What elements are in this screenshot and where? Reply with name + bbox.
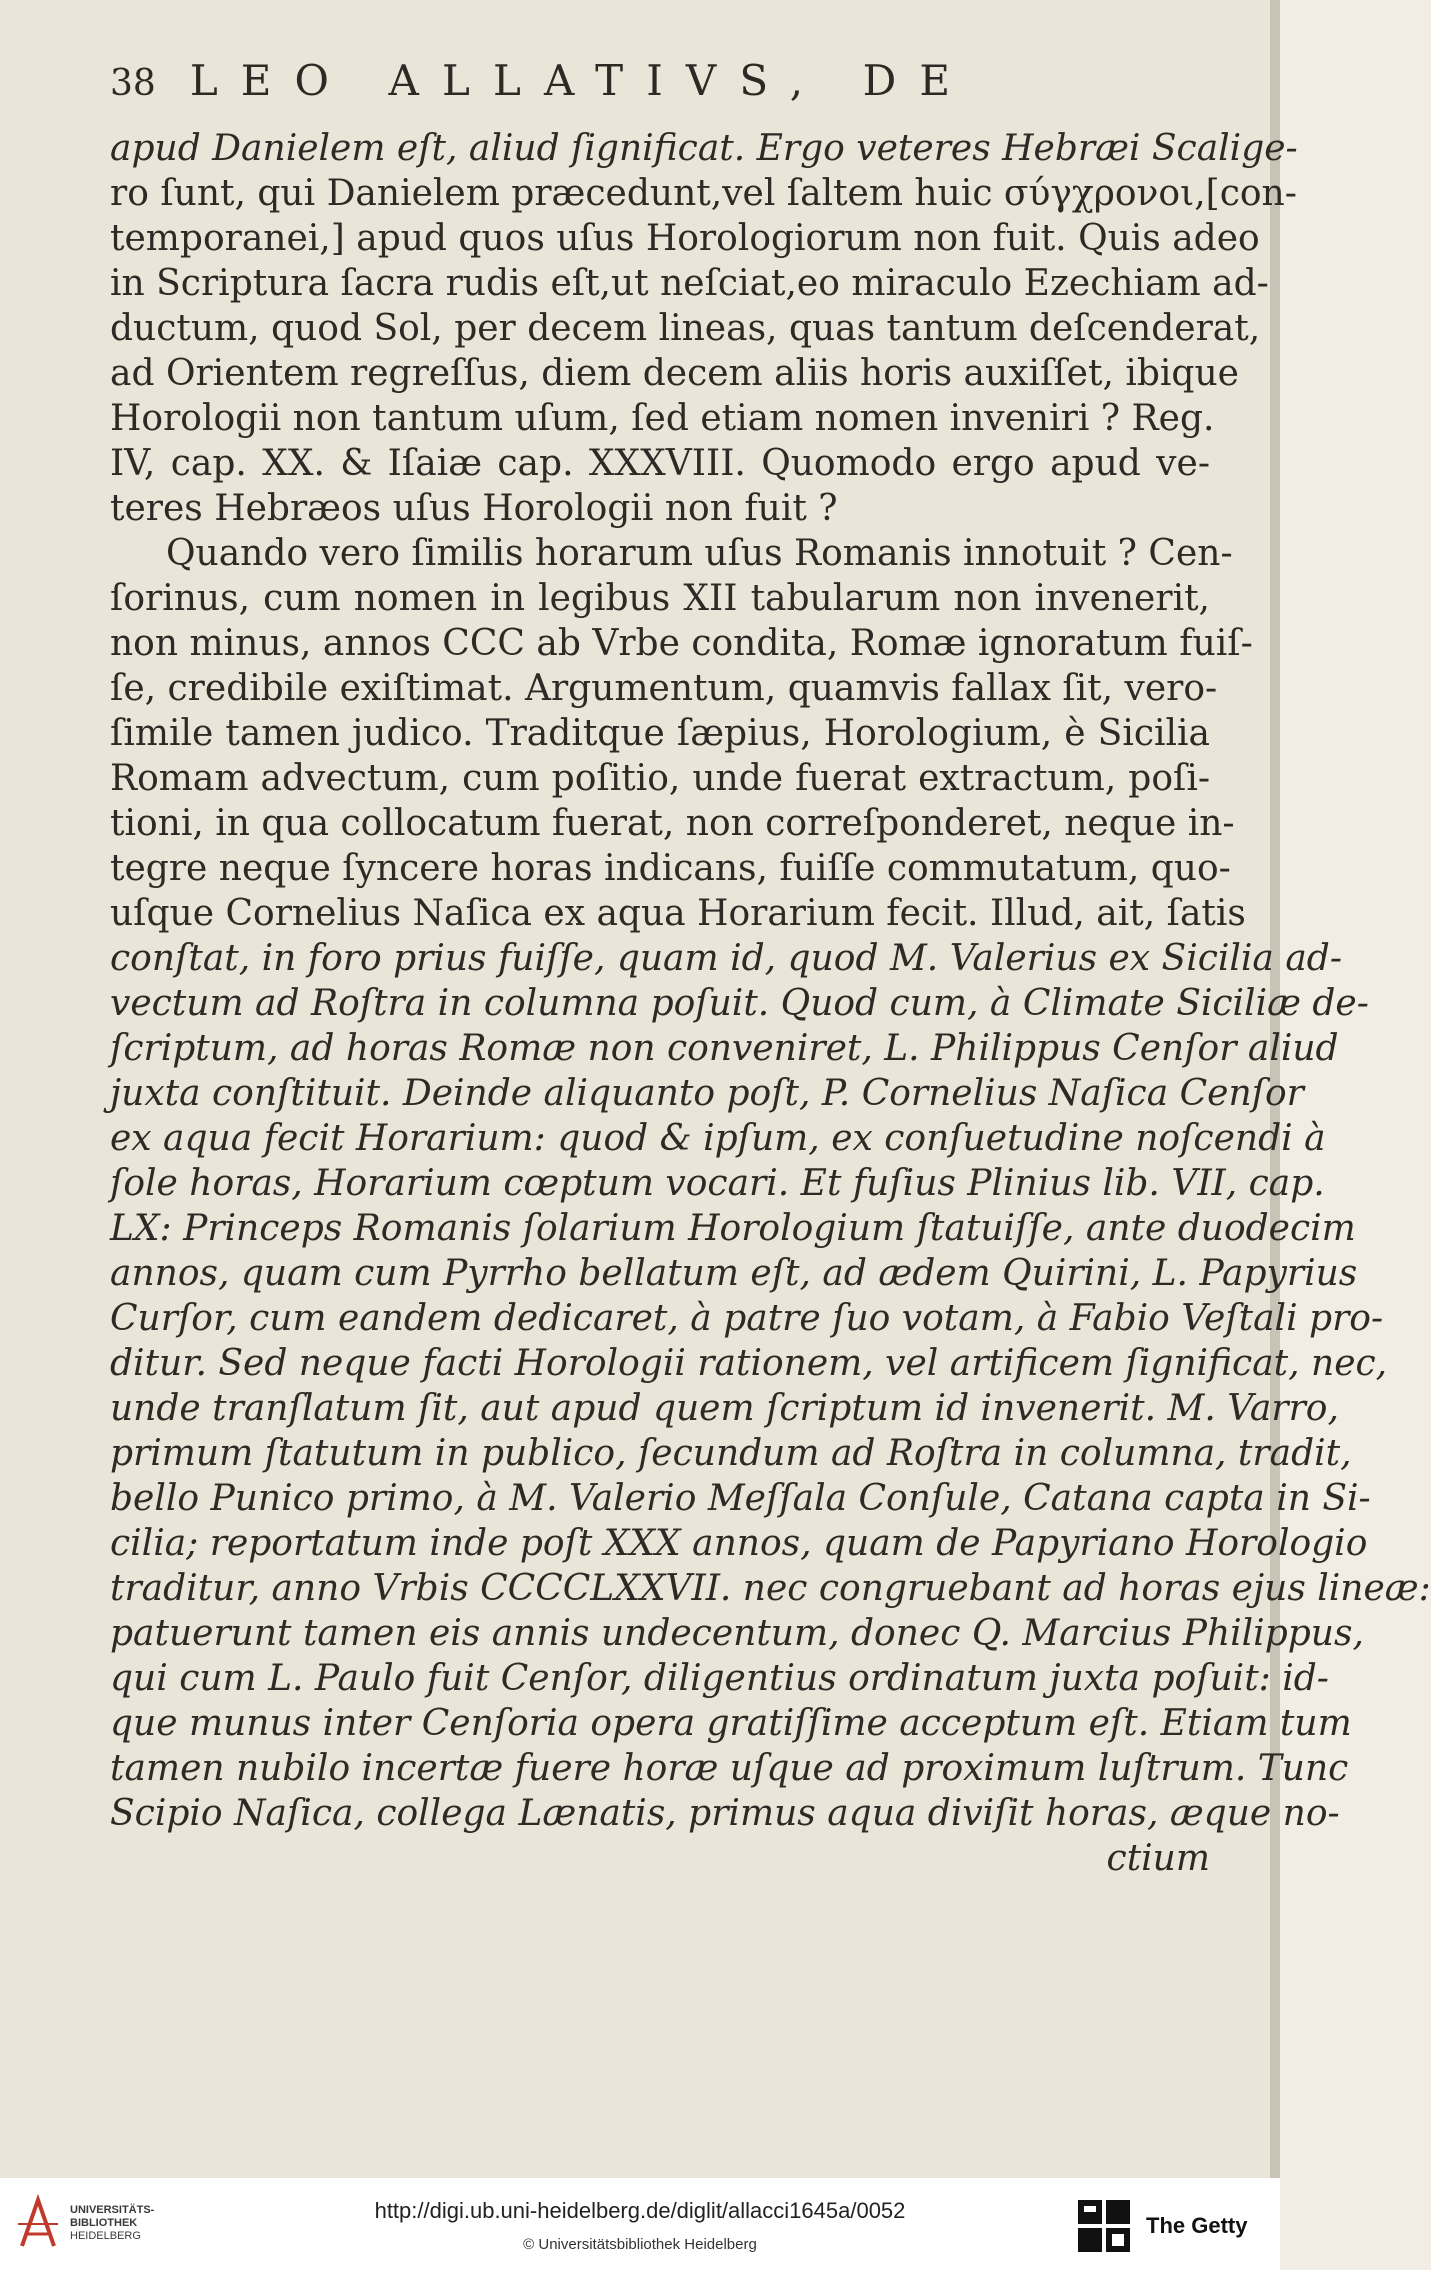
text-line: non minus, annos CCC ab Vrbe condita, Romæ ignoratum fuiſ-: [110, 623, 1253, 664]
text-line: tioni, in qua collocatum fuerat, non correſponderet, neque in-: [110, 803, 1235, 844]
text-line: ſorinus, cum nomen in legibus XII tabularum non invenerit,: [110, 578, 1210, 619]
text-line: ductum, quod Sol, per decem lineas, quas tantum deſcenderat,: [110, 308, 1261, 349]
text-line: qui cum L. Paulo fuit Cenſor, diligentius ordinatum juxta poſuit: id-: [110, 1658, 1329, 1699]
text-line: teres Hebræos uſus Horologii non fuit ?: [110, 488, 838, 529]
text-line: patuerunt tamen eis annis undecentum, donec Q. Marcius Philippus,: [110, 1613, 1364, 1654]
text-line: bello Punico primo, à M. Valerio Meſſala Conſule, Catana capta in Si-: [110, 1478, 1371, 1519]
text-line: tamen nubilo incertæ fuere horæ uſque ad proximum luſtrum. Tunc: [110, 1748, 1349, 1789]
text-line: cilia; reportatum inde poſt XXX annos, quam de Papyriano Horologio: [110, 1523, 1368, 1564]
page-number: 38: [110, 63, 156, 104]
text-line: ditur. Sed neque facti Horologii rationem, vel artificem ſignificat, nec,: [110, 1343, 1388, 1384]
text-line: in Scriptura ſacra rudis eſt,ut neſciat,eo miraculo Ezechiam ad-: [110, 263, 1269, 304]
text-line: ſe, credibile exiſtimat. Argumentum, quamvis fallax ſit, vero-: [110, 668, 1218, 709]
library-name: [70, 2204, 154, 2243]
sponsor-logo[interactable]: [1076, 2198, 1247, 2254]
text-line: Romam advectum, cum poſitio, unde fuerat extractum, poſi-: [110, 758, 1210, 799]
sponsor-name: The Getty: [1146, 2213, 1248, 2238]
text-line: que munus inter Cenſoria opera gratiſſime acceptum eſt. Etiam tum: [110, 1703, 1352, 1744]
text-line: traditur, anno Vrbis CCCCLXXVII. nec congruebant ad horas ejus lineæ:: [110, 1568, 1431, 1609]
text-line: annos, quam cum Pyrrho bellatum eſt, ad ædem Quirini, L. Papyrius: [110, 1253, 1358, 1294]
viewer-footer: [0, 2178, 1280, 2270]
text-line: LX: Princeps Romanis ſolarium Horologium ſtatuiſſe, ante duodecim: [110, 1208, 1356, 1249]
running-title: LEO ALLATIVS, DE: [189, 56, 974, 105]
text-line: conſtat, in foro prius fuiſſe, quam id, quod M. Valerius ex Sicilia ad-: [110, 938, 1342, 979]
body-text: [110, 126, 1431, 1881]
library-seal-icon: [14, 2194, 62, 2252]
library-name-line-2: BIBLIOTHEK: [70, 2216, 138, 2229]
text-line: ſole horas, Horarium cœptum vocari. Et fuſius Plinius lib. VII, cap.: [110, 1163, 1325, 1204]
text-line: ſimile tamen judico. Traditque ſæpius, Horologium, è Sicilia: [110, 713, 1210, 754]
text-line: ro ſunt, qui Danielem præcedunt,vel ſaltem huic σύγχρονοι,[con-: [110, 173, 1297, 214]
text-line: ctium: [1106, 1838, 1210, 1879]
text-line: juxta conſtituit. Deinde aliquanto poſt, P. Cornelius Naſica Cenſor: [110, 1073, 1304, 1114]
text-line: temporanei,] apud quos uſus Horologiorum non fuit. Quis adeo: [110, 218, 1260, 259]
text-line: tegre neque ſyncere horas indicans, fuiſſe commutatum, quo-: [110, 848, 1231, 889]
running-header: [110, 56, 1210, 120]
text-line: ad Orientem regreſſus, diem decem aliis horis auxiſſet, ibique: [110, 353, 1239, 394]
permalink-url[interactable]: http://digi.ub.uni-heidelberg.de/diglit/allacci1645a/0052: [374, 2198, 906, 2223]
text-line: vectum ad Roſtra in columna poſuit. Quod cum, à Climate Siciliæ de-: [110, 983, 1369, 1024]
copyright-notice: © Universitätsbibliothek Heidelberg: [523, 2236, 757, 2253]
text-line: IV, cap. XX. & Iſaiæ cap. XXXVIII. Quomodo ergo apud ve-: [110, 443, 1210, 484]
library-city: HEIDELBERG: [70, 2229, 141, 2242]
text-line: Horologii non tantum uſum, ſed etiam nomen inveniri ? Reg.: [110, 398, 1215, 439]
text-line: primum ſtatutum in publico, ſecundum ad Roſtra in columna, tradit,: [110, 1433, 1352, 1474]
text-line: Scipio Naſica, collega Lænatis, primus aqua diviſit horas, æque no-: [110, 1793, 1340, 1834]
text-line: apud Danielem eſt, aliud ſignificat. Ergo veteres Hebræi Scalige-: [110, 128, 1298, 169]
getty-mark-icon: [1076, 2198, 1132, 2254]
text-line: unde tranſlatum ſit, aut apud quem ſcriptum id invenerit. M. Varro,: [110, 1388, 1339, 1429]
university-library-logo[interactable]: [14, 2194, 154, 2252]
text-line: ſcriptum, ad horas Romæ non conveniret, L. Philippus Cenſor aliud: [110, 1028, 1339, 1069]
text-line: Curſor, cum eandem dedicaret, à patre ſuo votam, à Fabio Veſtali pro-: [110, 1298, 1384, 1339]
text-line: ex aqua fecit Horarium: quod & ipſum, ex conſuetudine noſcendi à: [110, 1118, 1326, 1159]
text-line: Quando vero ſimilis horarum uſus Romanis innotuit ? Cen-: [166, 533, 1233, 574]
page-text-block: [110, 56, 1431, 1881]
library-name-line-1: UNIVERSITÄTS-: [70, 2203, 155, 2216]
text-line: uſque Cornelius Naſica ex aqua Horarium fecit. Illud, ait, ſatis: [110, 893, 1246, 934]
